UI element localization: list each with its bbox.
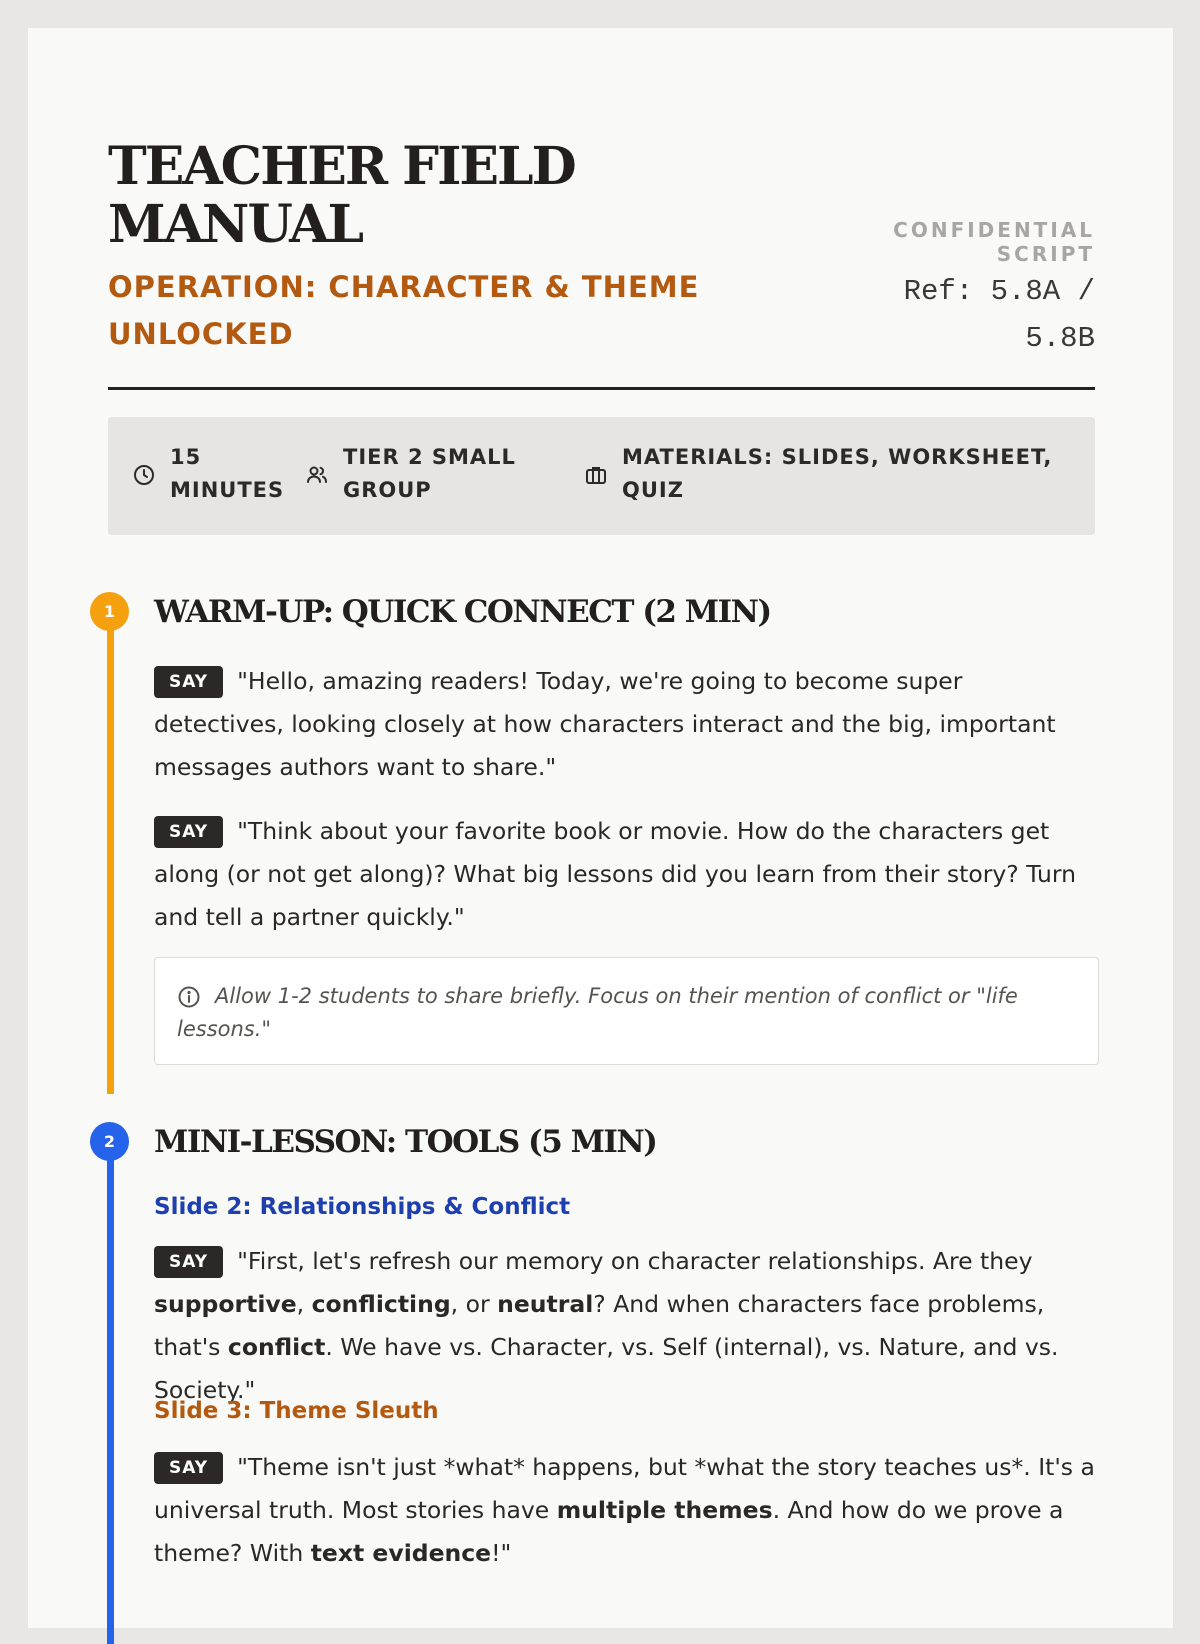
manual-page bbox=[28, 28, 1173, 1628]
reference-code: Ref: 5.8A / 5.8B bbox=[903, 275, 1095, 355]
meta-materials-text: MATERIALS: SLIDES, WORKSHEET, QUIZ bbox=[622, 445, 1053, 502]
say-text-part: , bbox=[296, 1290, 312, 1318]
meta-group-text: TIER 2 SMALL GROUP bbox=[343, 445, 516, 502]
say-text-bold: conflict bbox=[227, 1333, 326, 1361]
section-1-title: WARM-UP: QUICK CONNECT (2 MIN) bbox=[154, 594, 771, 630]
section-2-say-1 bbox=[154, 1240, 1099, 1412]
section-1-badge: 1 bbox=[90, 592, 129, 631]
section-2-title: MINI-LESSON: TOOLS (5 MIN) bbox=[154, 1124, 657, 1160]
teacher-note-text: Allow 1-2 students to share briefly. Focus on their mention of conflict or "life lessons." bbox=[177, 984, 1018, 1041]
say-badge: SAY bbox=[154, 816, 223, 848]
say-badge: SAY bbox=[154, 1246, 223, 1278]
page-header bbox=[108, 108, 1095, 390]
say-text-bold: multiple themes bbox=[556, 1496, 773, 1524]
section-1-say-2 bbox=[154, 810, 1099, 939]
section-2-timeline bbox=[107, 1144, 114, 1644]
users-icon bbox=[305, 463, 329, 487]
say-text-bold: conflicting bbox=[311, 1290, 451, 1318]
say-text-part: . We have vs. Character, vs. Self (internal), vs. Nature, and vs. Society." bbox=[154, 1333, 1059, 1404]
say-text-part: ? And when characters face problems, that's bbox=[154, 1290, 1045, 1361]
say-text-part: , or bbox=[450, 1290, 498, 1318]
say-text-bold: supportive bbox=[154, 1290, 297, 1318]
title-line-1: TEACHER FIELD bbox=[108, 136, 575, 197]
lesson-meta-bar bbox=[108, 417, 1095, 535]
confidential-label: CONFIDENTIAL SCRIPT bbox=[893, 218, 1095, 266]
clock-icon bbox=[132, 463, 156, 487]
title-line-2: MANUAL bbox=[108, 194, 363, 255]
say-badge: SAY bbox=[154, 666, 223, 698]
slide-2-heading: Slide 2: Relationships & Conflict bbox=[154, 1194, 571, 1220]
say-text: "Think about your favorite book or movie. How do the characters get along (or not get along)? What big lessons did you learn from their story? Turn and tell a partner quickly." bbox=[154, 817, 1077, 931]
say-text-bold: text evidence bbox=[310, 1539, 492, 1567]
say-text-bold: neutral bbox=[497, 1290, 594, 1318]
say-badge: SAY bbox=[154, 1452, 223, 1484]
briefcase-icon bbox=[584, 463, 608, 487]
say-text-part: "First, let's refresh our memory on character relationships. Are they bbox=[237, 1247, 1033, 1275]
section-1-say-1 bbox=[154, 660, 1099, 789]
say-text-part: . And how do we prove a theme? With bbox=[154, 1496, 1064, 1567]
teacher-note bbox=[154, 957, 1099, 1065]
say-text-part: "Theme isn't just *what* happens, but *what the story teaches us*. It's a universal truth. Most stories have bbox=[154, 1453, 1095, 1524]
meta-duration-text: 15 MINUTES bbox=[170, 445, 285, 502]
page-title bbox=[108, 138, 728, 254]
section-2-say-2 bbox=[154, 1446, 1099, 1575]
slide-3-heading: Slide 3: Theme Sleuth bbox=[154, 1398, 439, 1424]
page-subtitle: OPERATION: CHARACTER & THEME UNLOCKED bbox=[108, 270, 700, 351]
say-text: "Hello, amazing readers! Today, we're going to become super detectives, looking closely at how characters interact and the big, important messages authors want to share." bbox=[154, 667, 1056, 781]
say-text-part: !" bbox=[491, 1539, 512, 1567]
section-2-badge: 2 bbox=[90, 1122, 129, 1161]
section-1-timeline bbox=[107, 614, 114, 1094]
